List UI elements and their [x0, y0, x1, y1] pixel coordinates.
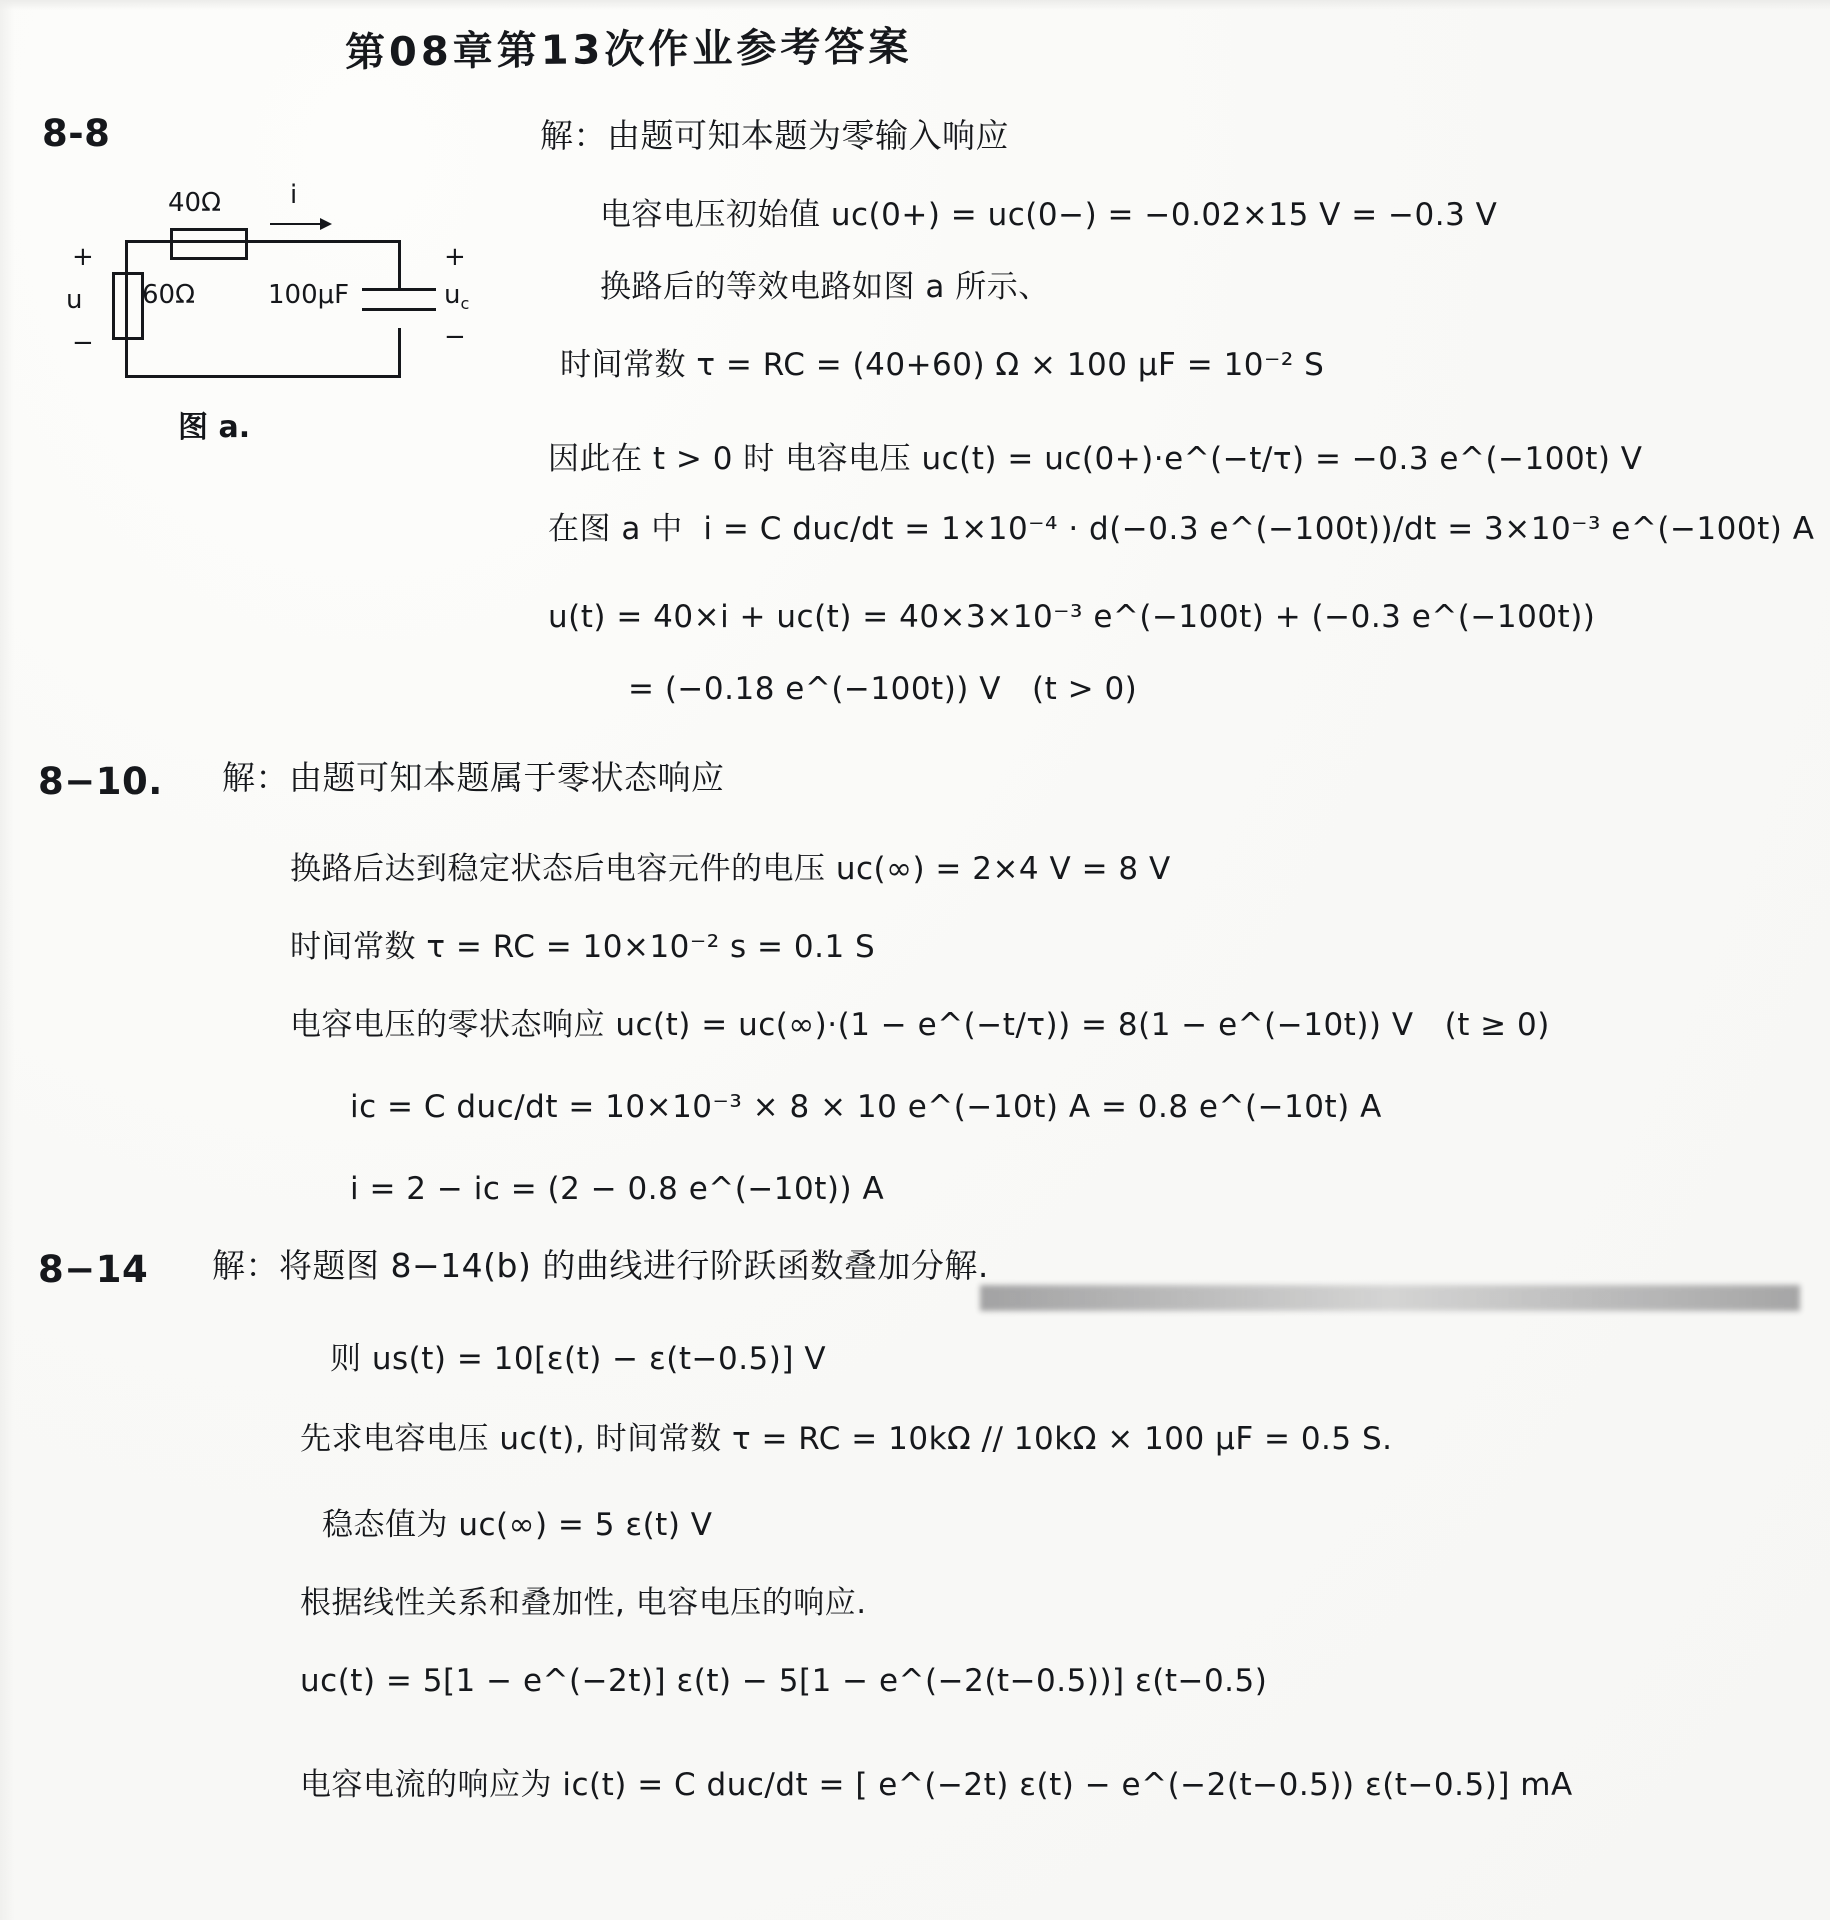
current-arrow-head [320, 218, 332, 230]
resistor-40-ohm-label: 40Ω [168, 188, 221, 218]
page-edge-shadow-left [0, 0, 14, 1920]
figure-caption-a: 图 a. [178, 410, 251, 445]
solution-line-8-10-5: ic = C duc/dt = 10×10⁻³ × 8 × 10 e^(−10t) A = 0.8 e^(−10t) A [350, 1089, 1382, 1125]
scan-smudge-artifact [980, 1285, 1800, 1311]
terminal-plus-left: + [72, 242, 94, 272]
wire-top [125, 240, 400, 243]
solution-line-8-14-4: 稳态值为 uc(∞) = 5 ε(t) V [322, 1507, 713, 1543]
page-title: 第08章第13次作业参考答案 [344, 24, 913, 76]
solution-line-8-8-7: u(t) = 40×i + uc(t) = 40×3×10⁻³ e^(−100t) + (−0.3 e^(−100t)) [548, 599, 1596, 635]
solution-line-8-8-6: 在图 a 中 i = C duc/dt = 1×10⁻⁴ · d(−0.3 e^(−100t))/dt = 3×10⁻³ e^(−100t) A [548, 511, 1815, 547]
solution-line-8-8-3: 换路后的等效电路如图 a 所示、 [600, 269, 1050, 305]
terminal-minus-right: − [444, 322, 466, 352]
wire-right-upper [398, 240, 401, 288]
capacitor-voltage-label-uc [444, 280, 469, 313]
solution-line-8-8-8: = (−0.18 e^(−100t)) V (t > 0) [628, 671, 1138, 707]
solution-line-8-10-2: 换路后达到稳定状态后电容元件的电压 uc(∞) = 2×4 V = 8 V [290, 851, 1171, 887]
solution-line-8-8-1: 解：由题可知本题为零输入响应 [540, 116, 1009, 155]
solution-line-8-10-3: 时间常数 τ = RC = 10×10⁻² s = 0.1 S [290, 929, 876, 965]
wire-bottom [125, 375, 400, 378]
solution-line-8-14-6: uc(t) = 5[1 − e^(−2t)] ε(t) − 5[1 − e^(−2(t−0.5))] ε(t−0.5) [300, 1663, 1268, 1699]
resistor-60-ohm-label: 60Ω [142, 280, 195, 310]
voltage-label-u: u [66, 285, 83, 315]
solution-line-8-10-1: 解：由题可知本题属于零状态响应 [222, 758, 725, 797]
problem-tag-8-14: 8−14 [38, 1248, 149, 1291]
wire-right-lower [398, 328, 401, 378]
solution-line-8-14-2: 则 us(t) = 10[ε(t) − ε(t−0.5)] V [330, 1341, 827, 1377]
solution-line-8-10-4: 电容电压的零状态响应 uc(t) = uc(∞)·(1 − e^(−t/τ)) = 8(1 − e^(−10t)) V (t ≥ 0) [290, 1007, 1550, 1043]
solution-line-8-14-1: 解：将题图 8−14(b) 的曲线进行阶跃函数叠加分解. [212, 1246, 989, 1285]
resistor-60-ohm-symbol [112, 272, 144, 340]
solution-line-8-8-4: 时间常数 τ = RC = (40+60) Ω × 100 μF = 10⁻² S [560, 347, 1325, 383]
capacitor-100uf-label: 100μF [268, 280, 350, 310]
page-edge-shadow-top [0, 0, 1830, 10]
current-arrow-line [270, 223, 322, 225]
terminal-plus-right: + [444, 242, 466, 272]
uc-text: $u_c$ [444, 280, 470, 314]
problem-tag-8-8: 8-8 [42, 112, 111, 155]
solution-line-8-10-6: i = 2 − ic = (2 − 0.8 e^(−10t)) A [350, 1171, 885, 1207]
solution-line-8-14-3: 先求电容电压 uc(t), 时间常数 τ = RC = 10kΩ // 10kΩ × 100 μF = 0.5 S. [300, 1421, 1393, 1457]
circuit-diagram-figure-a [66, 180, 520, 445]
terminal-minus-left: − [72, 328, 94, 358]
capacitor-plate-upper [362, 288, 436, 291]
solution-line-8-14-5: 根据线性关系和叠加性, 电容电压的响应. [300, 1585, 867, 1621]
solution-line-8-14-7: 电容电流的响应为 ic(t) = C duc/dt = [ e^(−2t) ε(t) − e^(−2(t−0.5)) ε(t−0.5)] mA [300, 1767, 1573, 1803]
solution-line-8-8-2: 电容电压初始值 uc(0+) = uc(0−) = −0.02×15 V = −0.3 V [600, 197, 1498, 233]
capacitor-plate-lower [362, 308, 436, 311]
solution-line-8-8-5: 因此在 t > 0 时 电容电压 uc(t) = uc(0+)·e^(−t/τ) = −0.3 e^(−100t) V [548, 441, 1643, 477]
problem-tag-8-10: 8−10. [38, 760, 163, 803]
resistor-40-ohm-symbol [170, 228, 248, 260]
current-label-i: i [290, 180, 298, 210]
